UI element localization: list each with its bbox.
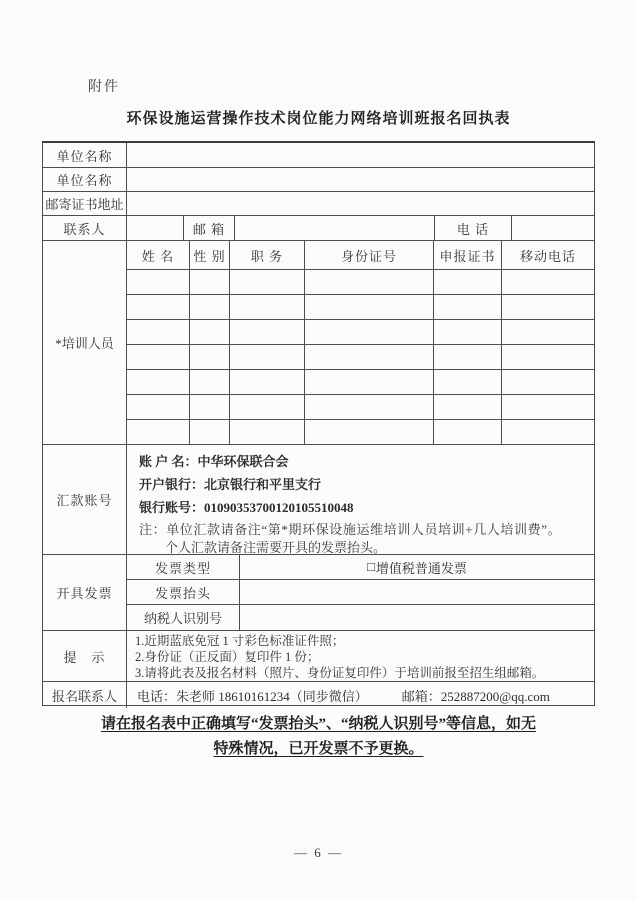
trainee-empty-cell [502, 270, 594, 295]
attachment-label: 附件 [88, 80, 120, 95]
trainee-empty-cell [190, 270, 230, 295]
trainee-empty-cell [434, 345, 502, 370]
trainee-empty-cell [434, 395, 502, 420]
invoice-subtable [127, 555, 594, 630]
invoice-type-value [240, 555, 594, 579]
trainee-empty-cell [434, 370, 502, 395]
table-row-tips [43, 631, 594, 682]
mailing-address-label: 邮寄证书地址 [43, 192, 127, 215]
footer-notice [0, 712, 637, 762]
trainee-empty-cell [127, 270, 190, 295]
trainee-empty-cell [127, 420, 190, 445]
registration-form-table [42, 141, 595, 706]
trainee-empty-cell [305, 395, 434, 420]
invoice-title-value-cell [240, 580, 594, 604]
trainee-empty-cell [434, 320, 502, 345]
trainee-empty-cell [127, 370, 190, 395]
trainee-empty-cell [230, 320, 305, 345]
bank-line: 开户银行：北京银行和平里支行 [139, 477, 322, 492]
trainee-empty-cell [230, 420, 305, 445]
table-row-trainees [43, 241, 594, 445]
trainee-empty-cell [127, 295, 190, 320]
remittance-note-line1: 注：单位汇款请备注“第*期环保设施运维培训人员培训+几人培训费”。 [139, 522, 562, 537]
table-row-remittance [43, 445, 594, 555]
trainee-empty-cell [190, 370, 230, 395]
table-row-registration-contact [43, 682, 594, 708]
footer-notice-line1: 请在报名表中正确填写“发票抬头”、“纳税人识别号”等信息，如无 [100, 716, 536, 732]
tip-item: 2.身份证（正反面）复印件 1 份； [135, 650, 320, 664]
trainee-empty-cell [434, 420, 502, 445]
table-row-contact [43, 216, 594, 241]
registration-contact-email: 邮箱：252887200@qq.com [401, 688, 550, 704]
trainee-empty-cell [502, 295, 594, 320]
unit-name-value-cell [127, 168, 594, 191]
trainee-empty-cell [305, 270, 434, 295]
unit-name-label: 单位名称 [43, 143, 127, 167]
unit-name-label: 单位名称 [43, 168, 127, 191]
email-label: 邮 箱 [184, 216, 235, 240]
remittance-details [127, 445, 594, 554]
trainee-empty-cell [127, 395, 190, 420]
tip-item: 3.请将此表及报名材料（照片、身份证复印件）于培训前报至招生组邮箱。 [135, 666, 545, 680]
email-value-cell [235, 216, 435, 240]
trainee-empty-cell [502, 420, 594, 445]
trainee-empty-cell [230, 295, 305, 320]
trainee-empty-cell [230, 270, 305, 295]
trainee-empty-cell [502, 370, 594, 395]
tips-list [127, 631, 594, 681]
phone-value-cell [512, 216, 594, 240]
trainee-column-header: 申报证书 [434, 241, 502, 270]
invoice-title-label: 发票抬头 [127, 580, 240, 604]
tax-id-value-cell [240, 605, 594, 630]
trainee-empty-cell [190, 345, 230, 370]
invoice-type-row [127, 555, 594, 580]
trainee-column-header: 移动电话 [502, 241, 594, 270]
trainee-empty-cell [305, 370, 434, 395]
account-number-line: 银行账号：01090353700120105510048 [139, 500, 354, 515]
trainee-empty-cell [127, 320, 190, 345]
contact-label: 联系人 [43, 216, 127, 240]
trainees-label: *培训人员 [43, 241, 127, 444]
trainee-empty-cell [434, 295, 502, 320]
trainee-empty-cell [230, 395, 305, 420]
trainee-empty-cell [305, 345, 434, 370]
trainee-column-header: 姓 名 [127, 241, 190, 270]
trainee-empty-cell [305, 320, 434, 345]
trainee-empty-cell [502, 395, 594, 420]
tips-label: 提 示 [43, 631, 127, 681]
account-name-line: 账 户 名：中华环保联合会 [139, 454, 289, 469]
trainee-column-header: 职 务 [230, 241, 305, 270]
remittance-label: 汇款账号 [43, 445, 127, 554]
registration-contact-phone: 电话：朱老师 18610161234（同步微信） [137, 688, 368, 704]
footer-notice-line2: 特殊情况，已开发票不予更换。 [213, 741, 424, 757]
trainee-empty-cell [190, 320, 230, 345]
trainee-empty-cell [190, 395, 230, 420]
trainee-empty-cell [127, 345, 190, 370]
trainee-empty-cell [305, 295, 434, 320]
page-title: 环保设施运营操作技术岗位能力网络培训班报名回执表 [126, 111, 511, 127]
trainee-empty-cell [434, 270, 502, 295]
checkbox-icon: □ [367, 559, 375, 574]
tip-item: 1.近期蓝底免冠 1 寸彩色标准证件照； [135, 634, 345, 648]
invoice-label: 开具发票 [43, 555, 127, 630]
invoice-type-option: 增值税普通发票 [375, 560, 467, 576]
invoice-type-label: 发票类型 [127, 555, 240, 579]
invoice-title-row [127, 580, 594, 605]
mailing-address-value-cell [127, 192, 594, 215]
tax-id-label: 纳税人识别号 [127, 605, 240, 630]
page-number: — 6 — [294, 845, 343, 860]
table-row-unit-name-2 [43, 168, 594, 192]
trainee-empty-cell [230, 370, 305, 395]
phone-label: 电 话 [435, 216, 512, 240]
table-row-invoice [43, 555, 594, 631]
trainee-empty-cell [502, 320, 594, 345]
remittance-note-line2: 个人汇款请备注需要开具的发票抬头。 [165, 540, 387, 555]
trainee-column-header: 性 别 [190, 241, 230, 270]
tax-id-row [127, 605, 594, 630]
contact-value-cell [127, 216, 184, 240]
registration-contact-details [127, 682, 594, 708]
table-row-unit-name-1 [43, 143, 594, 168]
trainee-empty-cell [305, 420, 434, 445]
trainee-empty-cell [502, 345, 594, 370]
unit-name-value-cell [127, 143, 594, 167]
trainee-empty-cell [190, 295, 230, 320]
table-row-mailing-address [43, 192, 594, 216]
trainee-table [127, 241, 594, 444]
trainee-empty-cell [230, 345, 305, 370]
trainee-column-header: 身份证号 [305, 241, 434, 270]
registration-contact-label: 报名联系人 [43, 682, 127, 708]
trainee-empty-cell [190, 420, 230, 445]
